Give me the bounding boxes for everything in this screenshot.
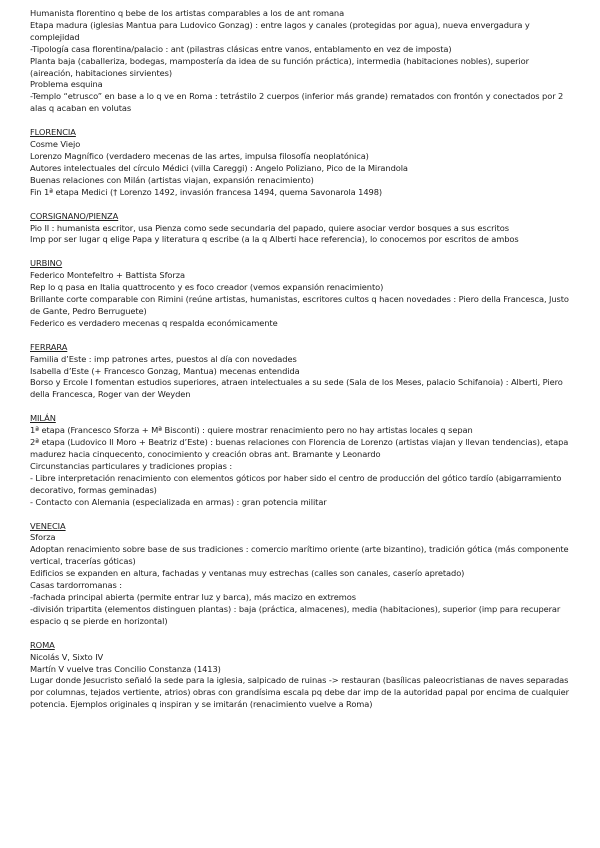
section-line: Circunstancias particulares y tradiciones propias : <box>30 460 233 471</box>
section-line: - Contacto con Alemania (especializada en armas) : gran potencia militar <box>30 496 327 507</box>
intro-line: Problema esquina <box>30 79 103 90</box>
section-line: Martín V vuelve tras Concilio Constanza (1413) <box>30 663 221 674</box>
section-line: Borso y Ercole I fomentan estudios superiores, atraen intelectuales a su sede (Sala de los Meses, palacio Schifanoia) : Alberti, Piero della Francesca, Roger van der Weyden <box>30 377 563 400</box>
section-heading: URBINO <box>30 258 63 269</box>
section-line: Buenas relaciones con Milán (artistas viajan, expansión renacimiento) <box>30 174 314 185</box>
section-heading: VENECIA <box>30 520 66 531</box>
section-line: Sforza <box>30 532 56 543</box>
intro-line: Planta baja (caballeriza, bodegas, mampostería da idea de su función práctica), intermedia (habitaciones nobles), superior (aireación, habitaciones sirvientes) <box>30 55 529 78</box>
section-line: Federico es verdadero mecenas q respalda económicamente <box>30 317 278 328</box>
section-corsignano-pienza <box>30 211 570 247</box>
section-line: 2ª etapa (Ludovico Il Moro + Beatriz d’Este) : buenas relaciones con Florencia de Lorenzo (artistas viajan y llevan tendencias), etapa madurez hacia cinquecento, conocimiento y creación obras ant. Bramante y Leonardo <box>30 437 569 459</box>
section-line: Fin 1ª etapa Medici († Lorenzo 1492, invasión francesa 1494, quema Savonarola 1498) <box>30 186 383 197</box>
section-heading: FLORENCIA <box>30 127 76 138</box>
section-heading: CORSIGNANO/PIENZA <box>30 210 119 221</box>
section-line: Cosme Viejo <box>30 139 81 150</box>
section-line: Familia d’Este : imp patrones artes, puestos al día con novedades <box>30 353 297 364</box>
section-line: Imp por ser lugar q elige Papa y literatura q escribe (a la q Alberti hace referencia), lo conocemos por escritos de ambos <box>30 234 519 245</box>
section-line: -división tripartita (elementos distinguen plantas) : baja (práctica, almacenes), media (habitaciones), superior (imp para recuperar espacio q se pierde en horizontal) <box>30 603 561 626</box>
section-line: Adoptan renacimiento sobre base de sus tradiciones : comercio marítimo oriente (arte bizantino), tradición gótica (más componente vertical, tracerías góticas) <box>30 544 569 567</box>
section-roma <box>30 640 570 711</box>
section-line: Rep lo q pasa en Italia quattrocento y es foco creador (vemos expansión renacimiento) <box>30 282 384 293</box>
intro-line: -Tipología casa florentina/palacio : ant (pilastras clásicas entre vanos, entablamento en vez de imposta) <box>30 43 452 54</box>
section-line: Lugar donde Jesucristo señaló la sede para la iglesia, salpicado de ruinas -> restauran (basílicas paleocristianas de naves separadas por columnas, tejados vertiente, atrios) obras con grandísima escala pq debe dar imp de la autoridad papal por encima de cualquier potencia. Ejemplos originales q inspiran y se imitarán (renacimiento vuelve a Roma) <box>30 675 569 710</box>
section-urbino <box>30 258 570 329</box>
section-line: Lorenzo Magnífico (verdadero mecenas de las artes, impulsa filosofía neoplatónica) <box>30 150 369 161</box>
section-ferrara <box>30 342 570 402</box>
section-line: Pio II : humanista escritor, usa Pienza como sede secundaria del papado, quiere asociar verdor bosques a sus escritos <box>30 222 509 233</box>
section-line: Casas tardorromanas : <box>30 580 122 591</box>
section-line: Autores intelectuales del círculo Médici (villa Careggi) : Angelo Poliziano, Pico de la Mirandola <box>30 162 408 173</box>
section-line: -fachada principal abierta (permite entrar luz y barca), más macizo en extremos <box>30 591 356 602</box>
section-line: 1ª etapa (Francesco Sforza + Mª Bisconti) : quiere mostrar renacimiento pero no hay artistas locales q sepan <box>30 425 473 436</box>
intro-block <box>30 8 570 115</box>
section-line: Isabella d’Este (+ Francesco Gonzag, Mantua) mecenas entendida <box>30 365 300 376</box>
section-line: Federico Montefeltro + Battista Sforza <box>30 270 185 281</box>
section-line: Nicolás V, Sixto IV <box>30 651 104 662</box>
section-florencia <box>30 127 570 198</box>
section-heading: ROMA <box>30 639 55 650</box>
section-heading: MILÁN <box>30 413 56 424</box>
intro-line: -Templo “etrusco” en base a lo q ve en Roma : tetrástilo 2 cuerpos (inferior más grande) rematados con frontón y conectados por 2 alas q acaban en volutas <box>30 91 564 114</box>
intro-line: Etapa madura (iglesias Mantua para Ludovico Gonzag) : entre lagos y canales (protegidas por agua), nueva envergadura y complejidad <box>30 19 530 42</box>
section-milan <box>30 413 570 508</box>
section-line: - Libre interpretación renacimiento con elementos góticos por haber sido el centro de producción del gótico tardío (abigarramiento decorativo, formas geminadas) <box>30 472 562 495</box>
intro-line: Humanista florentino q bebe de los artistas comparables a los de ant romana <box>30 8 345 18</box>
section-heading: FERRARA <box>30 341 68 352</box>
section-venecia <box>30 521 570 628</box>
section-line: Edificios se expanden en altura, fachadas y ventanas muy estrechas (calles son canales, caserío apretado) <box>30 568 465 579</box>
section-line: Brillante corte comparable con Rimini (reúne artistas, humanistas, escritores cultos q hacen novedades : Piero della Francesca, Justo de Gante, Pedro Berruguete) <box>30 294 569 316</box>
